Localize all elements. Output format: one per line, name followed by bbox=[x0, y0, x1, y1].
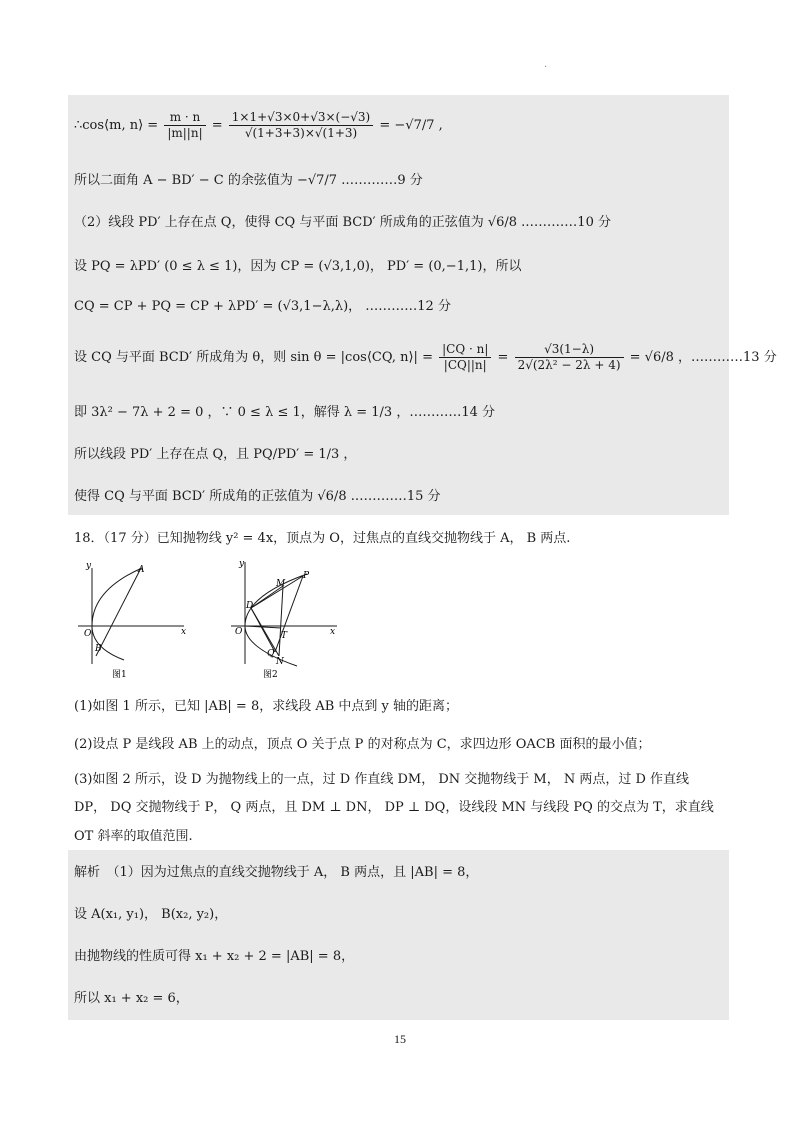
dihedral-cos-line: 所以二面角 A − BD′ − C 的余弦值为 −√7/7 .…………9 分 bbox=[74, 173, 423, 188]
sin-result: = √6/8 ，…………13 分 bbox=[629, 350, 777, 365]
solution2-line2: 设 A(x₁, y₁)， B(x₂, y₂)， bbox=[74, 907, 228, 922]
fig2-label-q: Q bbox=[267, 649, 275, 659]
q18-part3-line1: (3)如图 2 所示，设 D 为抛物线上的一点，过 D 作直线 DM， DN 交抛物线于 M， N 两点，过 D 作直线 bbox=[74, 772, 690, 787]
fig1-caption: 图1 bbox=[112, 670, 127, 680]
solution2-line3: 由抛物线的性质可得 x₁ + x₂ + 2 = |AB| = 8， bbox=[74, 949, 355, 964]
fig2-label-o: O bbox=[235, 627, 243, 637]
fig1-label-a: A bbox=[138, 565, 145, 575]
fig2-label-t: T bbox=[281, 631, 288, 641]
vector-cq-line: CQ = CP + PQ = CP + λPD′ = (√3,1−λ,λ)， …………12 分 bbox=[74, 299, 451, 314]
cos-formula-line: ∴cos⟨m, n⟩ = $\frac{m \cdot n}{|m||n|}$ = $\frac{1\times 1+√3\times 0+√3\times(-√3)}{√(1+3+3)\times√(1+3)}$ = −√7/7 , bbox=[74, 110, 443, 140]
q18-part1: (1)如图 1 所示，已知 |AB| = 8，求线段 AB 中点到 y 轴的距离； bbox=[74, 699, 459, 714]
sin-theta-lhs: 设 CQ 与平面 BCD′ 所成角为 θ，则 sin θ = |cos⟨CQ, n⟩| = bbox=[74, 350, 433, 365]
fig2-label-d: D bbox=[246, 601, 254, 611]
sin-theta-line: 设 CQ 与平面 BCD′ 所成角为 θ，则 sin θ = |cos⟨CQ, n⟩| = $\frac{|CQ \cdot n|}{|CQ||n|}$ = $\frac{√3(1-\lambda)}{\text{2√(2λ² − 2λ + 4)}}$ = √6/8 ，…………13 分 bbox=[74, 342, 777, 372]
fig2-caption: 图2 bbox=[263, 670, 278, 680]
page-number: 15 bbox=[394, 1032, 406, 1046]
solution2-line1: 解析 （1）因为过焦点的直线交抛物线于 A， B 两点，且 |AB| = 8， bbox=[74, 865, 479, 880]
fig2-label-m: M bbox=[276, 579, 286, 589]
sin-fraction-2: $\frac{√3(1-\lambda)}{\text{2√(2λ² − 2λ + 4)}}$ bbox=[515, 342, 624, 373]
q18-part2: (2)设点 P 是线段 AB 上的动点，顶点 O 关于点 P 的对称点为 C，求四边形 OACB 面积的最小值； bbox=[74, 737, 651, 752]
conclusion-line: 使得 CQ 与平面 BCD′ 所成角的正弦值为 √6/8 .…………15 分 bbox=[74, 489, 441, 504]
q18-part3-line3: OT 斜率的取值范围. bbox=[74, 829, 193, 844]
fig1-chord-ab bbox=[96, 570, 140, 656]
quadratic-line: 即 3λ² − 7λ + 2 = 0 ，∵ 0 ≤ λ ≤ 1，解得 λ = 1/3 ，…………14 分 bbox=[74, 405, 495, 420]
part2-claim-line: （2）线段 PD′ 上存在点 Q，使得 CQ 与平面 BCD′ 所成角的正弦值为 √6/8 .…………10 分 bbox=[74, 215, 611, 230]
vector-setup-line: 设 PQ = λPD′ (0 ≤ λ ≤ 1)，因为 CP = (√3,1,0)， PD′ = (0,−1,1)，所以 bbox=[74, 259, 522, 274]
fig2-dn bbox=[251, 608, 279, 656]
fig2-label-y: y bbox=[239, 559, 245, 569]
figure-1 bbox=[72, 556, 197, 686]
cos-fraction-1: $\frac{m \cdot n}{|m||n|}$ bbox=[164, 110, 205, 141]
solution2-line4: 所以 x₁ + x₂ = 6， bbox=[74, 991, 189, 1006]
cos-result: = −√7/7 , bbox=[379, 118, 443, 133]
cos-fraction-2: $\frac{1\times 1+√3\times 0+√3\times(-√3)}{√(1+3+3)\times√(1+3)}$ bbox=[229, 110, 373, 141]
fig2-label-x: x bbox=[330, 627, 336, 637]
fig2-mn bbox=[279, 586, 283, 656]
top-mark: · bbox=[544, 62, 548, 73]
fig1-label-o: O bbox=[84, 629, 92, 639]
fig1-label-x: x bbox=[181, 627, 187, 637]
fig2-label-n: N bbox=[276, 657, 284, 667]
ratio-line: 所以线段 PD′ 上存在点 Q，且 PQ/PD′ = 1/3 ， bbox=[74, 447, 357, 462]
sin-fraction-1: $\frac{|CQ \cdot n|}{|CQ||n|}$ bbox=[439, 342, 491, 373]
fig1-label-b: B bbox=[95, 644, 102, 654]
q18-stem: 18．（17 分）已知抛物线 y² = 4x，顶点为 O，过焦点的直线交抛物线于 A， B 两点. bbox=[74, 531, 571, 546]
fig2-label-p: P bbox=[303, 571, 310, 581]
fig1-label-y: y bbox=[86, 561, 92, 571]
q18-part3-line2: DP， DQ 交抛物线于 P， Q 两点，且 DM ⊥ DN， DP ⊥ DQ，设线段 MN 与线段 PQ 的交点为 T，求直线 bbox=[74, 800, 714, 815]
cos-lhs: ∴cos⟨m, n⟩ = bbox=[74, 118, 159, 133]
figure-2 bbox=[225, 556, 345, 686]
